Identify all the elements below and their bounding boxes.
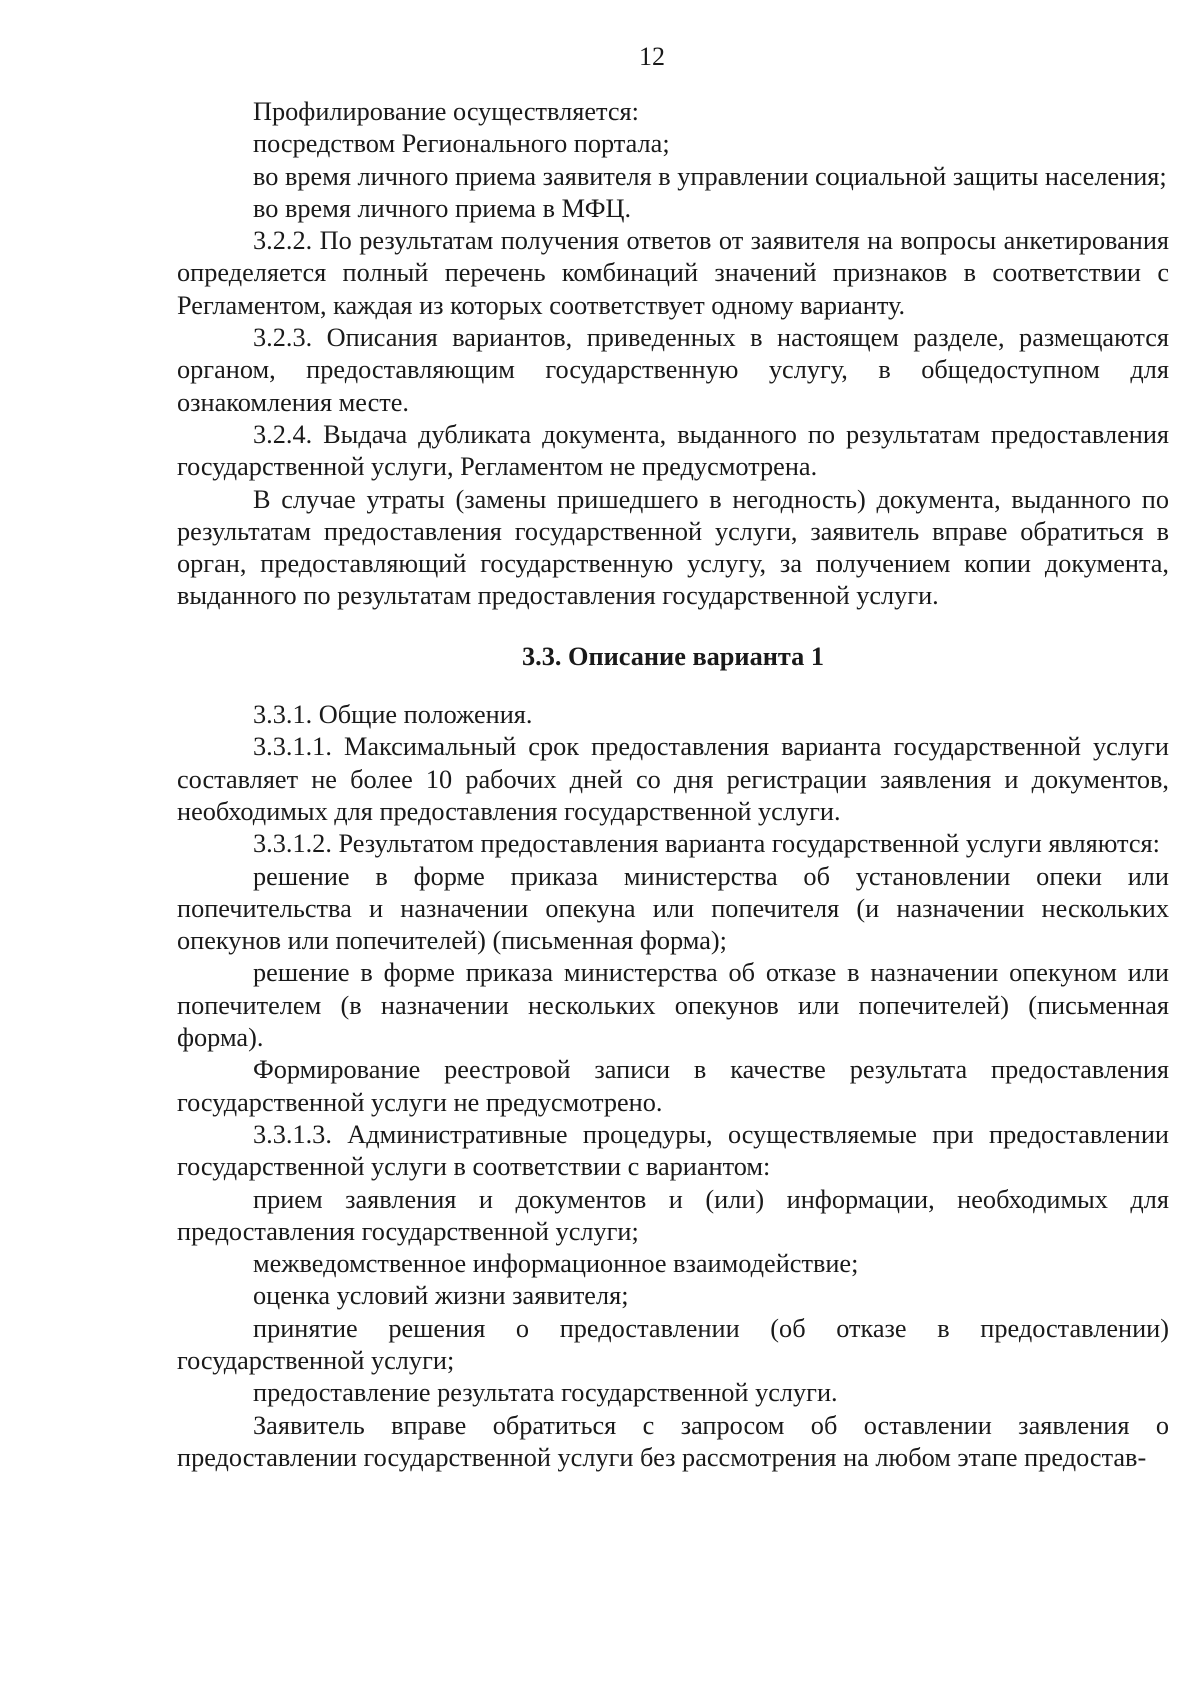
paragraph: 3.2.2. По результатам получения ответов от заявителя на вопросы анкетирования определяется полный перечень комбинаций значений признаков в соответствии с Регламентом, каждая из которых соответствует одному варианту. bbox=[177, 226, 1169, 320]
paragraph: 3.3.1. Общие положения. bbox=[253, 700, 533, 730]
paragraph: В случае утраты (замены пришедшего в негодность) документа, выданного по результатам предоставления государственной услуги, заявитель вправе обратиться в орган, предоставляющий государственную услугу, за получением копии документа, выданного по результатам предоставления государственной услуги. bbox=[177, 484, 1169, 611]
paragraph: 3.3.1.3. Административные процедуры, осуществляемые при предоставлении государственной услуги в соответствии с вариантом: bbox=[177, 1119, 1169, 1182]
paragraph: Заявитель вправе обратиться с запросом об оставлении заявления о предоставлении государственной услуги без рассмотрения на любом этапе предостав- bbox=[177, 1410, 1169, 1472]
paragraph: оценка условий жизни заявителя; bbox=[253, 1281, 629, 1311]
paragraph: решение в форме приказа министерства об отказе в назначении опекуном или попечителем (в назначении нескольких опекунов или попечителей) (письменная форма). bbox=[177, 958, 1169, 1053]
paragraph: 3.2.3. Описания вариантов, приведенных в настоящем разделе, размещаются органом, предоставляющим государственную услугу, в общедоступном для ознакомления месте. bbox=[177, 323, 1169, 417]
paragraph: во время личного приема в МФЦ. bbox=[253, 193, 632, 223]
paragraph: посредством Регионального портала; bbox=[253, 129, 670, 159]
paragraph: межведомственное информационное взаимодействие; bbox=[253, 1249, 859, 1279]
paragraph: Профилирование осуществляется: bbox=[253, 97, 639, 126]
paragraph: предоставление результата государственной услуги. bbox=[253, 1378, 838, 1408]
page-number: 12 bbox=[639, 42, 665, 71]
paragraph: во время личного приема заявителя в управлении социальной защиты населения; bbox=[253, 161, 1167, 191]
paragraph: 3.3.1.1. Максимальный срок предоставления варианта государственной услуги составляет не более 10 рабочих дней со дня регистрации заявления и документов, необходимых для предоставления государственной услуги. bbox=[177, 732, 1169, 826]
paragraph: 3.2.4. Выдача дубликата документа, выданного по результатам предоставления государственной услуги, Регламентом не предусмотрена. bbox=[177, 419, 1169, 482]
paragraph: Формирование реестровой записи в качестве результата предоставления государственной услуги не предусмотрено. bbox=[177, 1055, 1169, 1117]
paragraph: принятие решения о предоставлении (об отказе в предоставлении) государственной услуги; bbox=[177, 1313, 1169, 1375]
section-heading: 3.3. Описание варианта 1 bbox=[521, 641, 824, 671]
paragraph: прием заявления и документов и (или) информации, необходимых для предоставления государственной услуги; bbox=[177, 1184, 1169, 1246]
paragraph: 3.3.1.2. Результатом предоставления варианта государственной услуги являются: bbox=[253, 829, 1160, 859]
paragraph: решение в форме приказа министерства об установлении опеки или попечительства и назначении опекуна или попечителя (и назначении нескольких опекунов или попечителей) (письменная форма); bbox=[177, 861, 1169, 956]
document-body bbox=[177, 96, 1169, 1474]
